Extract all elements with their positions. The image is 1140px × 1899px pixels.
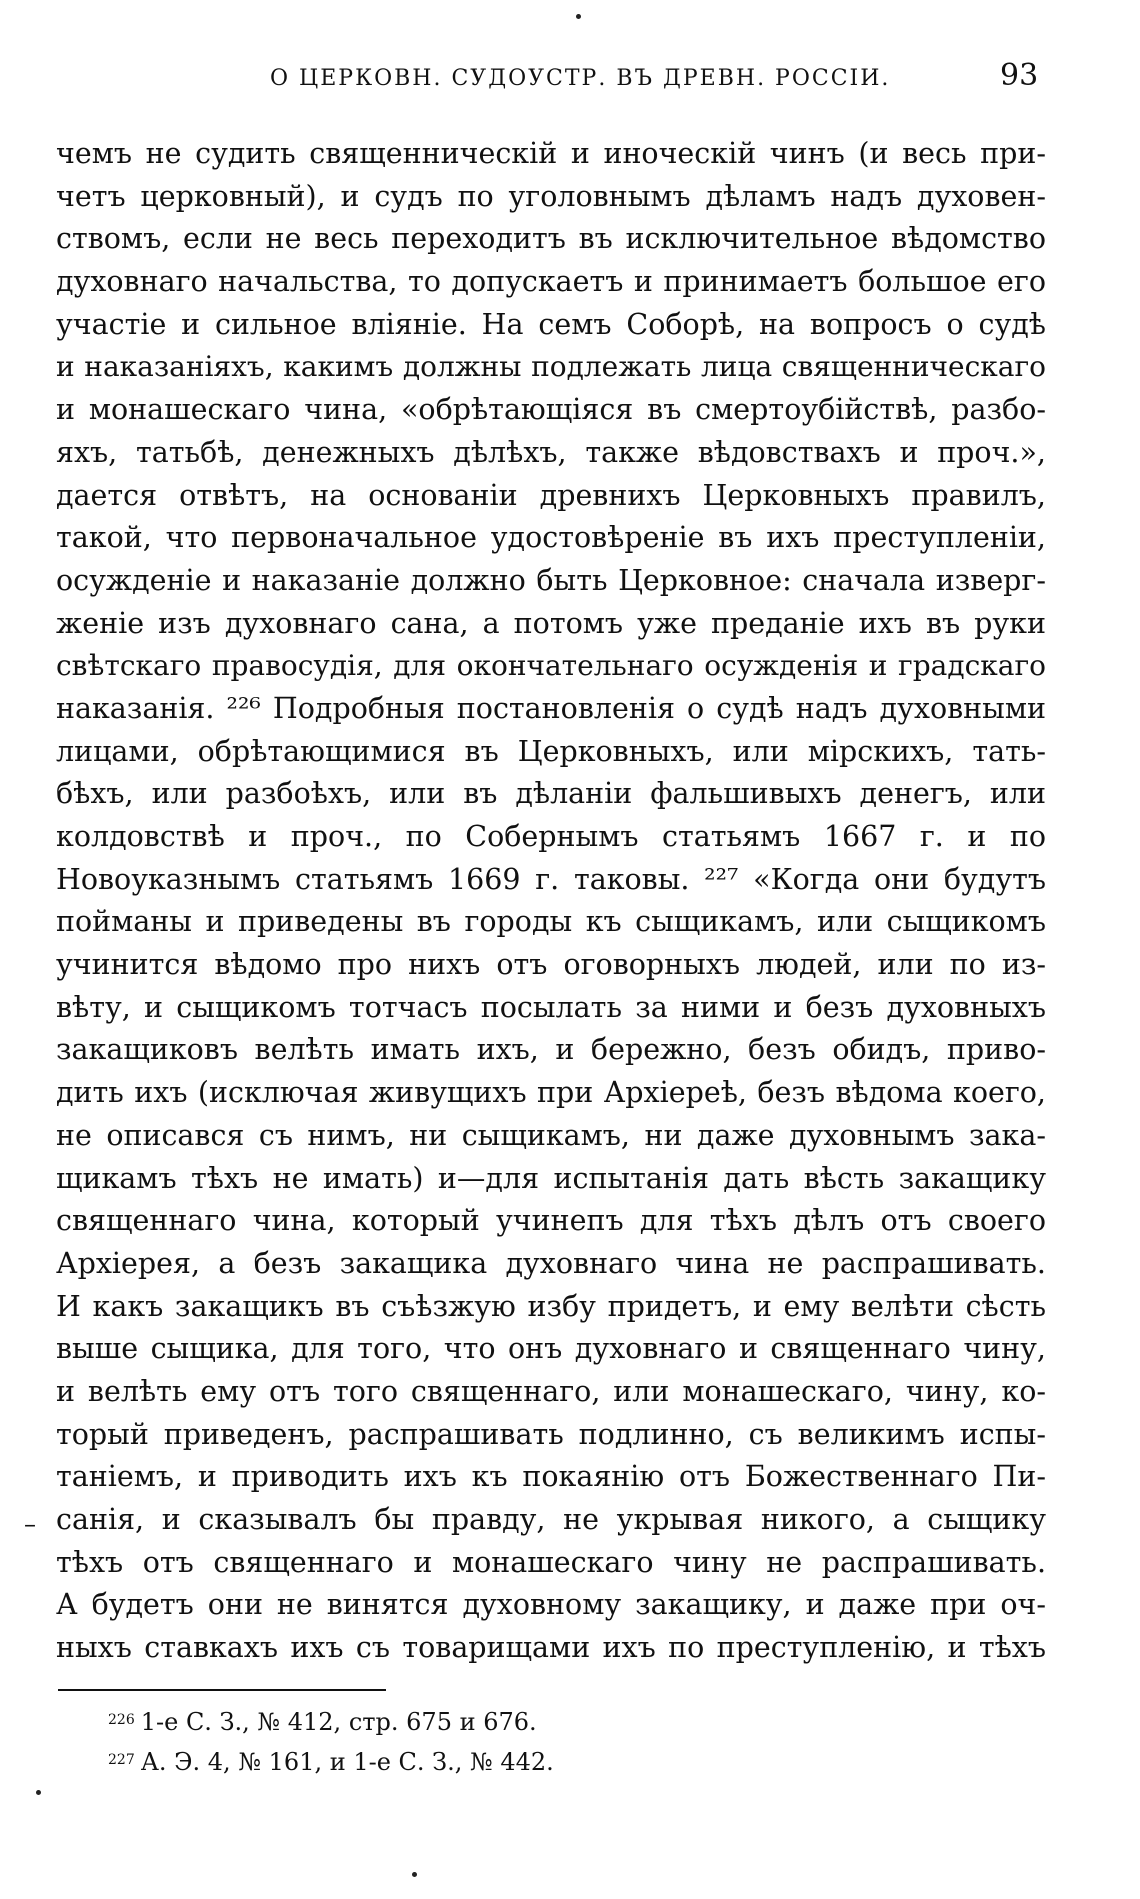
text-line: ствомъ, если не весь переходитъ въ исключительное вѣдомство — [56, 222, 1046, 256]
text-line: тѣхъ отъ священнаго и монашескаго чину не распрашивать. — [56, 1545, 1046, 1579]
text-line: и наказаніяхъ, какимъ должны подлежать лица священническаго — [56, 350, 1046, 384]
footnote-text: 1-е С. З., № 412, стр. 675 и 676. — [140, 1708, 537, 1736]
text-line: Новоуказнымъ статьямъ 1669 г. таковы. ²²⁷ «Когда они будутъ — [56, 862, 1046, 896]
footnote-mark: 226 — [108, 1712, 135, 1728]
text-line: чемъ не судить священническій и иноческій чинъ (и весь при- — [56, 137, 1046, 170]
text-line: пойманы и приведены въ городы къ сыщикамъ, или сыщикомъ — [56, 905, 1046, 939]
text-line: дается отвѣтъ, на основаніи древнихъ Церковныхъ правилъ, — [56, 478, 1046, 512]
text-line: колдовствѣ и проч., по Собернымъ статьямъ 1667 г. и по — [56, 820, 1046, 853]
text-line: священнаго чина, который учинепъ для тѣхъ дѣлъ отъ своего — [56, 1204, 1046, 1238]
text-line: бѣхъ, или разбоѣхъ, или въ дѣланіи фальшивыхъ денегъ, или — [56, 777, 1046, 811]
print-speck — [576, 14, 581, 19]
print-speck — [412, 1872, 417, 1877]
footnote — [108, 1700, 554, 1740]
text-line: А будетъ они не винятся духовному закащику, и даже при оч- — [56, 1588, 1046, 1622]
page-number: 93 — [1000, 58, 1039, 93]
footnote-text: А. Э. 4, № 161, и 1-е С. З., № 442. — [140, 1748, 554, 1776]
text-line: женіе изъ духовнаго сана, а потомъ уже преданіе ихъ въ руки — [56, 606, 1046, 640]
text-line: щикамъ тѣхъ не имать) и—для испытанія дать вѣсть закащику — [56, 1161, 1046, 1195]
margin-mark-icon: – — [24, 1510, 36, 1538]
text-line: участіе и сильное вліяніе. На семъ Соборѣ, на вопросъ о судѣ — [56, 307, 1046, 341]
text-line: лицами, обрѣтающимися въ Церковныхъ, или мірскихъ, тать- — [56, 734, 1046, 768]
text-line: не описався съ нимъ, ни сыщикамъ, ни даже духовнымъ зака- — [56, 1118, 1046, 1152]
footnotes — [108, 1700, 554, 1780]
text-line: выше сыщика, для того, что онъ духовнаго и священнаго чину, — [56, 1332, 1046, 1366]
footnote-rule — [58, 1689, 386, 1691]
text-line: ныхъ ставкахъ ихъ съ товарищами ихъ по преступленію, и тѣхъ — [56, 1631, 1046, 1665]
print-speck — [36, 1790, 41, 1795]
text-line: осужденіе и наказаніе должно быть Церковное: сначала изверг- — [56, 563, 1046, 597]
footnote-mark: 227 — [108, 1752, 135, 1768]
text-line: яхъ, татьбѣ, денежныхъ дѣлѣхъ, также вѣдовствахъ и проч.», — [56, 435, 1046, 469]
text-line: и велѣть ему отъ того священнаго, или монашескаго, чину, ко- — [56, 1374, 1046, 1408]
text-line: такой, что первоначальное удостовѣреніе въ ихъ преступленіи, — [56, 521, 1046, 555]
text-line: наказанія. ²²⁶ Подробныя постановленія о судѣ надъ духовными — [56, 691, 1046, 725]
text-line: закащиковъ велѣть имать ихъ, и бережно, безъ обидъ, приво- — [56, 1033, 1046, 1067]
text-line: свѣтскаго правосудія, для окончательнаго осужденія и градскаго — [56, 649, 1046, 683]
text-line: Архіерея, а безъ закащика духовнаго чина не распрашивать. — [56, 1246, 1046, 1280]
text-line: четъ церковный), и судъ по уголовнымъ дѣламъ надъ духовен- — [56, 179, 1046, 213]
text-line: таніемъ, и приводить ихъ къ покаянію отъ Божественнаго Пи- — [56, 1460, 1046, 1494]
text-line: И какъ закащикъ въ съѣзжую избу придетъ, и ему велѣти сѣсть — [56, 1289, 1046, 1323]
text-line: санія, и сказывалъ бы правду, не укрывая никого, а сыщику — [56, 1503, 1046, 1536]
text-line: учинится вѣдомо про нихъ отъ оговорныхъ людей, или по из- — [56, 948, 1046, 982]
text-line: духовнаго начальства, то допускаетъ и принимаетъ большое его — [56, 265, 1046, 299]
text-line: торый приведенъ, распрашивать подлинно, съ великимъ испы- — [56, 1417, 1046, 1451]
text-line: вѣту, и сыщикомъ тотчасъ посылать за ними и безъ духовныхъ — [56, 990, 1046, 1024]
footnote — [108, 1740, 554, 1780]
main-text — [56, 133, 1046, 1670]
text-line: и монашескаго чина, «обрѣтающіяся въ смертоубійствѣ, разбо- — [56, 393, 1046, 427]
running-title: О ЦЕРКОВН. СУДОУСТР. ВЪ ДРЕВН. РОССІИ. — [270, 66, 891, 91]
text-line: дить ихъ (исключая живущихъ при Архіереѣ, безъ вѣдома коего, — [56, 1076, 1046, 1110]
